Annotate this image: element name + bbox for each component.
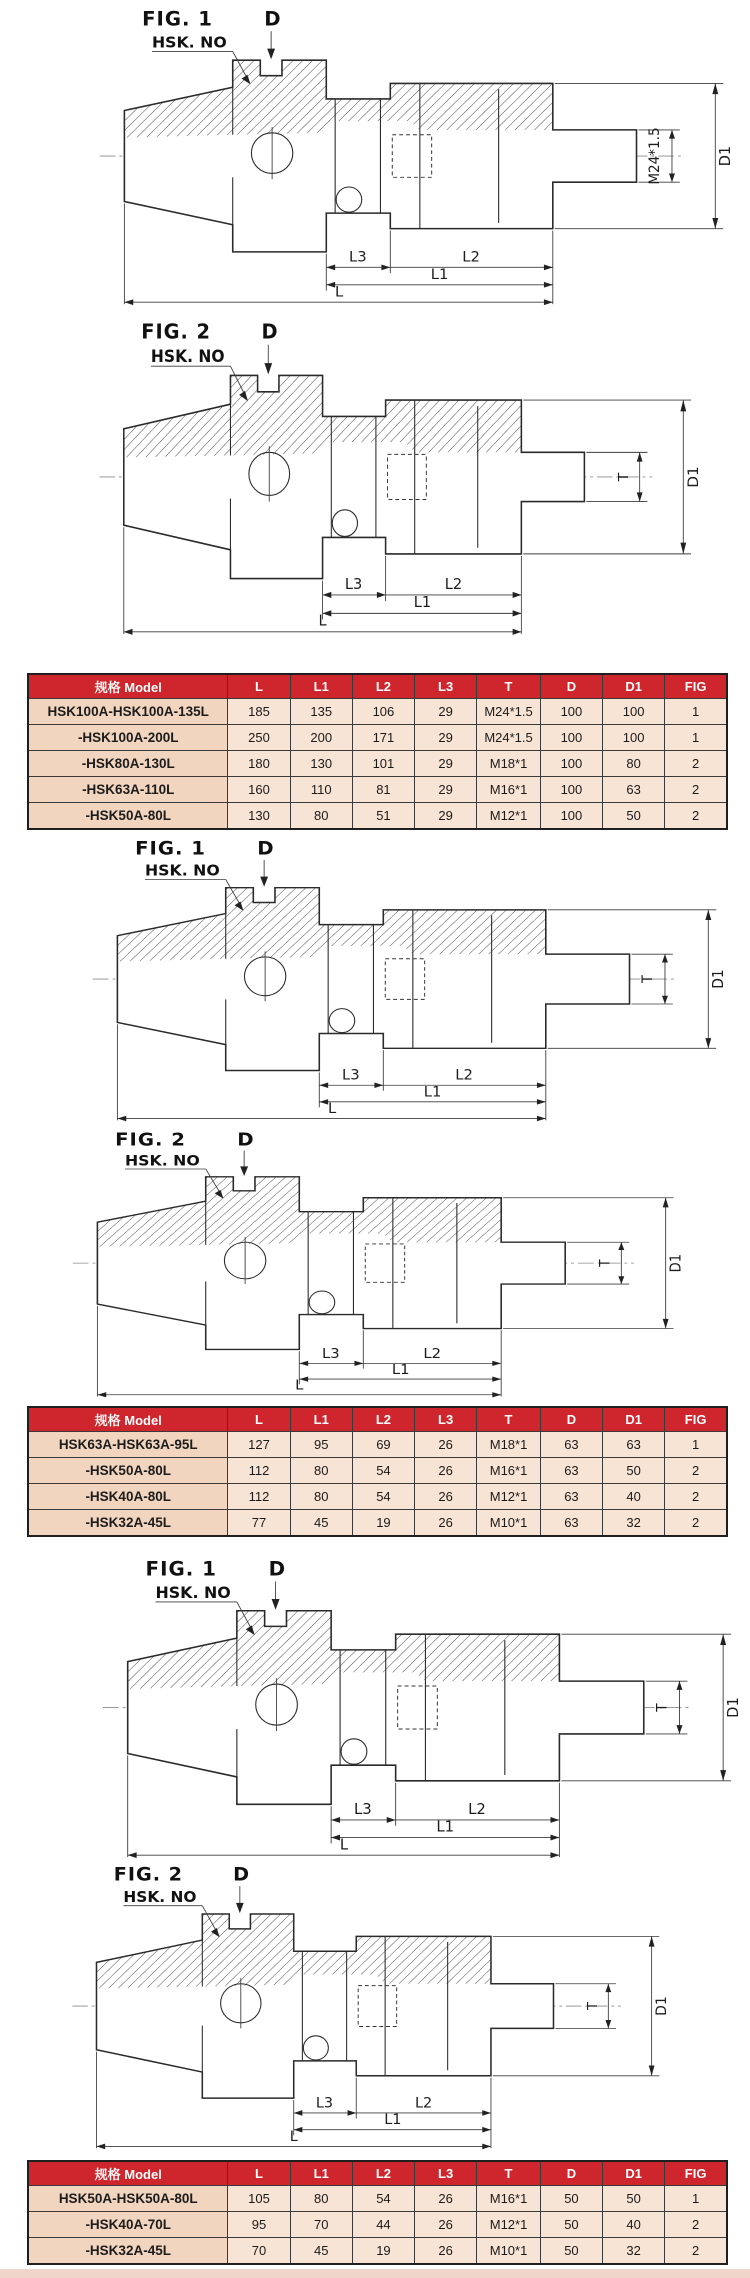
- dim-l-label: L: [327, 1101, 337, 1117]
- column-header: L2: [352, 2161, 414, 2186]
- section3-fig2-svg: [58, 1862, 693, 2152]
- dim-l3-label: L3: [315, 2095, 334, 2112]
- table-row: [28, 777, 727, 803]
- column-header: L1: [290, 674, 352, 699]
- value-cell: M12*1: [477, 1484, 541, 1510]
- value-cell: 80: [290, 1458, 352, 1484]
- fig-label-label: FIG. 1: [142, 7, 213, 31]
- value-cell: 32: [603, 1510, 665, 1537]
- value-cell: M24*1.5: [477, 725, 541, 751]
- dia-label-label: D1: [653, 1996, 671, 2016]
- column-header: D: [540, 1407, 602, 1432]
- value-cell: 29: [415, 751, 477, 777]
- column-header: L: [228, 1407, 290, 1432]
- column-header: L3: [415, 674, 477, 699]
- value-cell: M16*1: [477, 2186, 541, 2212]
- column-header: T: [477, 2161, 541, 2186]
- thread-label-label: T: [654, 1703, 671, 1712]
- value-cell: 80: [290, 803, 352, 830]
- dim-l-label: L: [318, 611, 327, 630]
- table-row: [28, 2186, 727, 2212]
- drawing-geometry: [103, 1581, 731, 1858]
- value-cell: M10*1: [477, 1510, 541, 1537]
- dim-l1-label: L1: [436, 1818, 455, 1836]
- section2-fig1-svg: [78, 836, 728, 1124]
- value-cell: 26: [415, 1432, 477, 1458]
- value-cell: 70: [228, 2238, 290, 2265]
- section2-fig1-drawing: [78, 836, 728, 1124]
- column-header: L: [228, 674, 290, 699]
- drawing-geometry: [73, 1151, 674, 1398]
- value-cell: M12*1: [477, 803, 541, 830]
- spec-table-2: [27, 1406, 728, 1537]
- dim-l1-label: L1: [413, 592, 432, 612]
- column-header: T: [477, 1407, 541, 1432]
- value-cell: 100: [540, 699, 602, 725]
- dim-l2-label: L2: [415, 2095, 433, 2112]
- model-cell: -HSK40A-70L: [28, 2212, 228, 2238]
- value-cell: 70: [290, 2212, 352, 2238]
- dia-label-label: D1: [667, 1253, 685, 1273]
- column-header: 规格 Model: [28, 674, 228, 699]
- section1-fig1-drawing: [85, 6, 735, 308]
- value-cell: 2: [665, 803, 727, 830]
- value-cell: M16*1: [477, 777, 541, 803]
- column-header: 规格 Model: [28, 1407, 228, 1432]
- value-cell: 26: [415, 1484, 477, 1510]
- value-cell: 26: [415, 2212, 477, 2238]
- value-cell: 29: [415, 725, 477, 751]
- column-header: D1: [603, 2161, 665, 2186]
- dim-l2-label: L2: [455, 1068, 473, 1084]
- value-cell: 2: [665, 1458, 727, 1484]
- dia-label-label: D1: [724, 1697, 743, 1718]
- value-cell: 51: [352, 803, 414, 830]
- value-cell: M18*1: [477, 1432, 541, 1458]
- d-label-label: D: [257, 838, 275, 860]
- column-header: FIG: [665, 2161, 727, 2186]
- value-cell: 127: [228, 1432, 290, 1458]
- model-cell: HSK63A-HSK63A-95L: [28, 1432, 228, 1458]
- table-row: [28, 1510, 727, 1537]
- value-cell: M24*1.5: [477, 699, 541, 725]
- value-cell: 63: [540, 1432, 602, 1458]
- dim-l-label: L: [295, 1378, 304, 1394]
- value-cell: 26: [415, 2186, 477, 2212]
- thread-label-label: T: [616, 472, 632, 482]
- d-label-label: D: [268, 1557, 287, 1581]
- dim-l3-label: L3: [321, 1346, 340, 1362]
- value-cell: M16*1: [477, 1458, 541, 1484]
- value-cell: 50: [540, 2212, 602, 2238]
- fig-label-label: FIG. 2: [141, 318, 212, 344]
- model-cell: -HSK80A-130L: [28, 751, 228, 777]
- model-cell: -HSK63A-110L: [28, 777, 228, 803]
- value-cell: 1: [665, 1432, 727, 1458]
- value-cell: 63: [540, 1484, 602, 1510]
- value-cell: 29: [415, 777, 477, 803]
- table-row: [28, 1432, 727, 1458]
- dim-l2-label: L2: [423, 1346, 442, 1362]
- column-header: L: [228, 2161, 290, 2186]
- column-header: 规格 Model: [28, 2161, 228, 2186]
- value-cell: 26: [415, 1510, 477, 1537]
- section2-fig2-svg: [58, 1128, 708, 1400]
- value-cell: 105: [228, 2186, 290, 2212]
- section3-fig1-drawing: [88, 1556, 743, 1861]
- value-cell: 130: [228, 803, 290, 830]
- footer-strip: [0, 2269, 750, 2278]
- value-cell: 45: [290, 1510, 352, 1537]
- value-cell: 80: [290, 1484, 352, 1510]
- model-cell: -HSK40A-80L: [28, 1484, 228, 1510]
- dim-l2-label: L2: [444, 574, 463, 593]
- hsk-label-label: HSK. NO: [144, 862, 220, 880]
- header-row: [28, 2161, 727, 2186]
- value-cell: 32: [603, 2238, 665, 2265]
- value-cell: 2: [665, 1510, 727, 1537]
- value-cell: 40: [603, 1484, 665, 1510]
- hsk-label-label: HSK. NO: [155, 1583, 231, 1603]
- value-cell: 45: [290, 2238, 352, 2265]
- value-cell: 200: [290, 725, 352, 751]
- dia-label-label: D1: [710, 969, 728, 989]
- d-label-label: D: [233, 1863, 251, 1886]
- thread-label-label: M24*1.5: [647, 127, 664, 185]
- drawing-geometry: [100, 31, 723, 305]
- section1-fig2-svg: [85, 318, 725, 638]
- value-cell: 110: [290, 777, 352, 803]
- value-cell: 2: [665, 2212, 727, 2238]
- value-cell: 63: [540, 1510, 602, 1537]
- value-cell: 100: [540, 803, 602, 830]
- value-cell: 2: [665, 1484, 727, 1510]
- value-cell: 2: [665, 2238, 727, 2265]
- value-cell: 44: [352, 2212, 414, 2238]
- value-cell: 112: [228, 1458, 290, 1484]
- column-header: L1: [290, 2161, 352, 2186]
- column-header: L2: [352, 674, 414, 699]
- d-label-label: D: [264, 7, 282, 31]
- thread-label-label: T: [585, 2002, 601, 2011]
- value-cell: 69: [352, 1432, 414, 1458]
- value-cell: 29: [415, 803, 477, 830]
- value-cell: 100: [603, 699, 665, 725]
- spec-table: [27, 1406, 728, 1537]
- value-cell: M10*1: [477, 2238, 541, 2265]
- value-cell: 81: [352, 777, 414, 803]
- value-cell: 2: [665, 751, 727, 777]
- section1-fig2-drawing: [85, 318, 725, 638]
- dim-l1-label: L1: [391, 1362, 410, 1378]
- value-cell: 171: [352, 725, 414, 751]
- column-header: D1: [603, 1407, 665, 1432]
- header-row: [28, 1407, 727, 1432]
- dim-l1-label: L1: [423, 1084, 442, 1101]
- thread-label-label: T: [597, 1259, 614, 1267]
- value-cell: 100: [540, 725, 602, 751]
- dim-l-label: L: [289, 2129, 298, 2145]
- section1-fig1-svg: [85, 6, 735, 308]
- value-cell: 54: [352, 1484, 414, 1510]
- dim-l3-label: L3: [349, 248, 367, 266]
- value-cell: 50: [540, 2186, 602, 2212]
- dia-label-label: D1: [684, 466, 702, 488]
- model-cell: -HSK50A-80L: [28, 1458, 228, 1484]
- value-cell: 160: [228, 777, 290, 803]
- value-cell: 63: [540, 1458, 602, 1484]
- spec-table-3: [27, 2160, 728, 2265]
- column-header: D: [540, 2161, 602, 2186]
- model-cell: HSK100A-HSK100A-135L: [28, 699, 228, 725]
- value-cell: 180: [228, 751, 290, 777]
- section2-fig2-drawing: [58, 1128, 708, 1400]
- fig-label-label: FIG. 2: [115, 1130, 187, 1151]
- value-cell: 50: [603, 2186, 665, 2212]
- value-cell: 19: [352, 1510, 414, 1537]
- table-row: [28, 751, 727, 777]
- model-cell: -HSK32A-45L: [28, 1510, 228, 1537]
- spec-table: [27, 2160, 728, 2265]
- value-cell: 50: [603, 803, 665, 830]
- value-cell: 77: [228, 1510, 290, 1537]
- value-cell: 185: [228, 699, 290, 725]
- d-label-label: D: [261, 318, 279, 344]
- column-header: D1: [603, 674, 665, 699]
- column-header: L2: [352, 1407, 414, 1432]
- value-cell: 26: [415, 2238, 477, 2265]
- value-cell: 250: [228, 725, 290, 751]
- dim-l3-label: L3: [354, 1801, 372, 1819]
- table-row: [28, 2238, 727, 2265]
- drawing-geometry: [72, 1886, 659, 2149]
- table-row: [28, 1484, 727, 1510]
- value-cell: 26: [415, 1458, 477, 1484]
- value-cell: 40: [603, 2212, 665, 2238]
- value-cell: 19: [352, 2238, 414, 2265]
- value-cell: 106: [352, 699, 414, 725]
- value-cell: 54: [352, 2186, 414, 2212]
- fig-label-label: FIG. 2: [113, 1863, 184, 1886]
- value-cell: 80: [603, 751, 665, 777]
- column-header: D: [540, 674, 602, 699]
- column-header: FIG: [665, 674, 727, 699]
- value-cell: 63: [603, 1432, 665, 1458]
- fig-label-label: FIG. 1: [145, 1557, 217, 1581]
- column-header: T: [477, 674, 541, 699]
- table-row: [28, 2212, 727, 2238]
- section3-fig1-svg: [88, 1556, 743, 1861]
- value-cell: 29: [415, 699, 477, 725]
- table-row: [28, 803, 727, 830]
- column-header: L3: [415, 1407, 477, 1432]
- dim-l1-label: L1: [430, 266, 449, 283]
- hsk-label-label: HSK. NO: [150, 346, 225, 367]
- value-cell: 100: [540, 777, 602, 803]
- spec-table-1: [27, 673, 728, 830]
- column-header: L1: [290, 1407, 352, 1432]
- model-cell: -HSK50A-80L: [28, 803, 228, 830]
- hsk-label-label: HSK. NO: [151, 33, 227, 52]
- section3-fig2-drawing: [58, 1862, 693, 2152]
- d-label-label: D: [237, 1130, 255, 1151]
- table-row: [28, 725, 727, 751]
- value-cell: 100: [603, 725, 665, 751]
- value-cell: 135: [290, 699, 352, 725]
- dim-l3-label: L3: [344, 574, 363, 593]
- value-cell: M12*1: [477, 2212, 541, 2238]
- dim-l2-label: L2: [468, 1801, 486, 1819]
- value-cell: 101: [352, 751, 414, 777]
- spec-table: [27, 673, 728, 830]
- hsk-label-label: HSK. NO: [124, 1152, 200, 1170]
- model-cell: -HSK100A-200L: [28, 725, 228, 751]
- dim-l1-label: L1: [384, 2112, 402, 2129]
- value-cell: 50: [603, 1458, 665, 1484]
- value-cell: 2: [665, 777, 727, 803]
- value-cell: 130: [290, 751, 352, 777]
- fig-label-label: FIG. 1: [135, 838, 206, 860]
- value-cell: 112: [228, 1484, 290, 1510]
- value-cell: 95: [290, 1432, 352, 1458]
- value-cell: 1: [665, 699, 727, 725]
- value-cell: M18*1: [477, 751, 541, 777]
- dim-l3-label: L3: [342, 1068, 360, 1084]
- column-header: FIG: [665, 1407, 727, 1432]
- dia-label-label: D1: [716, 145, 735, 167]
- value-cell: 63: [603, 777, 665, 803]
- column-header: L3: [415, 2161, 477, 2186]
- thread-label-label: T: [640, 975, 657, 984]
- dim-l-label: L: [334, 283, 344, 301]
- drawing-geometry: [100, 345, 692, 635]
- drawing-geometry: [93, 860, 716, 1121]
- model-cell: HSK50A-HSK50A-80L: [28, 2186, 228, 2212]
- hsk-label-label: HSK. NO: [123, 1888, 197, 1906]
- value-cell: 54: [352, 1458, 414, 1484]
- value-cell: 95: [228, 2212, 290, 2238]
- value-cell: 1: [665, 725, 727, 751]
- value-cell: 50: [540, 2238, 602, 2265]
- dim-l-label: L: [339, 1836, 349, 1854]
- table-row: [28, 699, 727, 725]
- table-row: [28, 1458, 727, 1484]
- value-cell: 80: [290, 2186, 352, 2212]
- value-cell: 1: [665, 2186, 727, 2212]
- header-row: [28, 674, 727, 699]
- dim-l2-label: L2: [462, 248, 480, 266]
- model-cell: -HSK32A-45L: [28, 2238, 228, 2265]
- value-cell: 100: [540, 751, 602, 777]
